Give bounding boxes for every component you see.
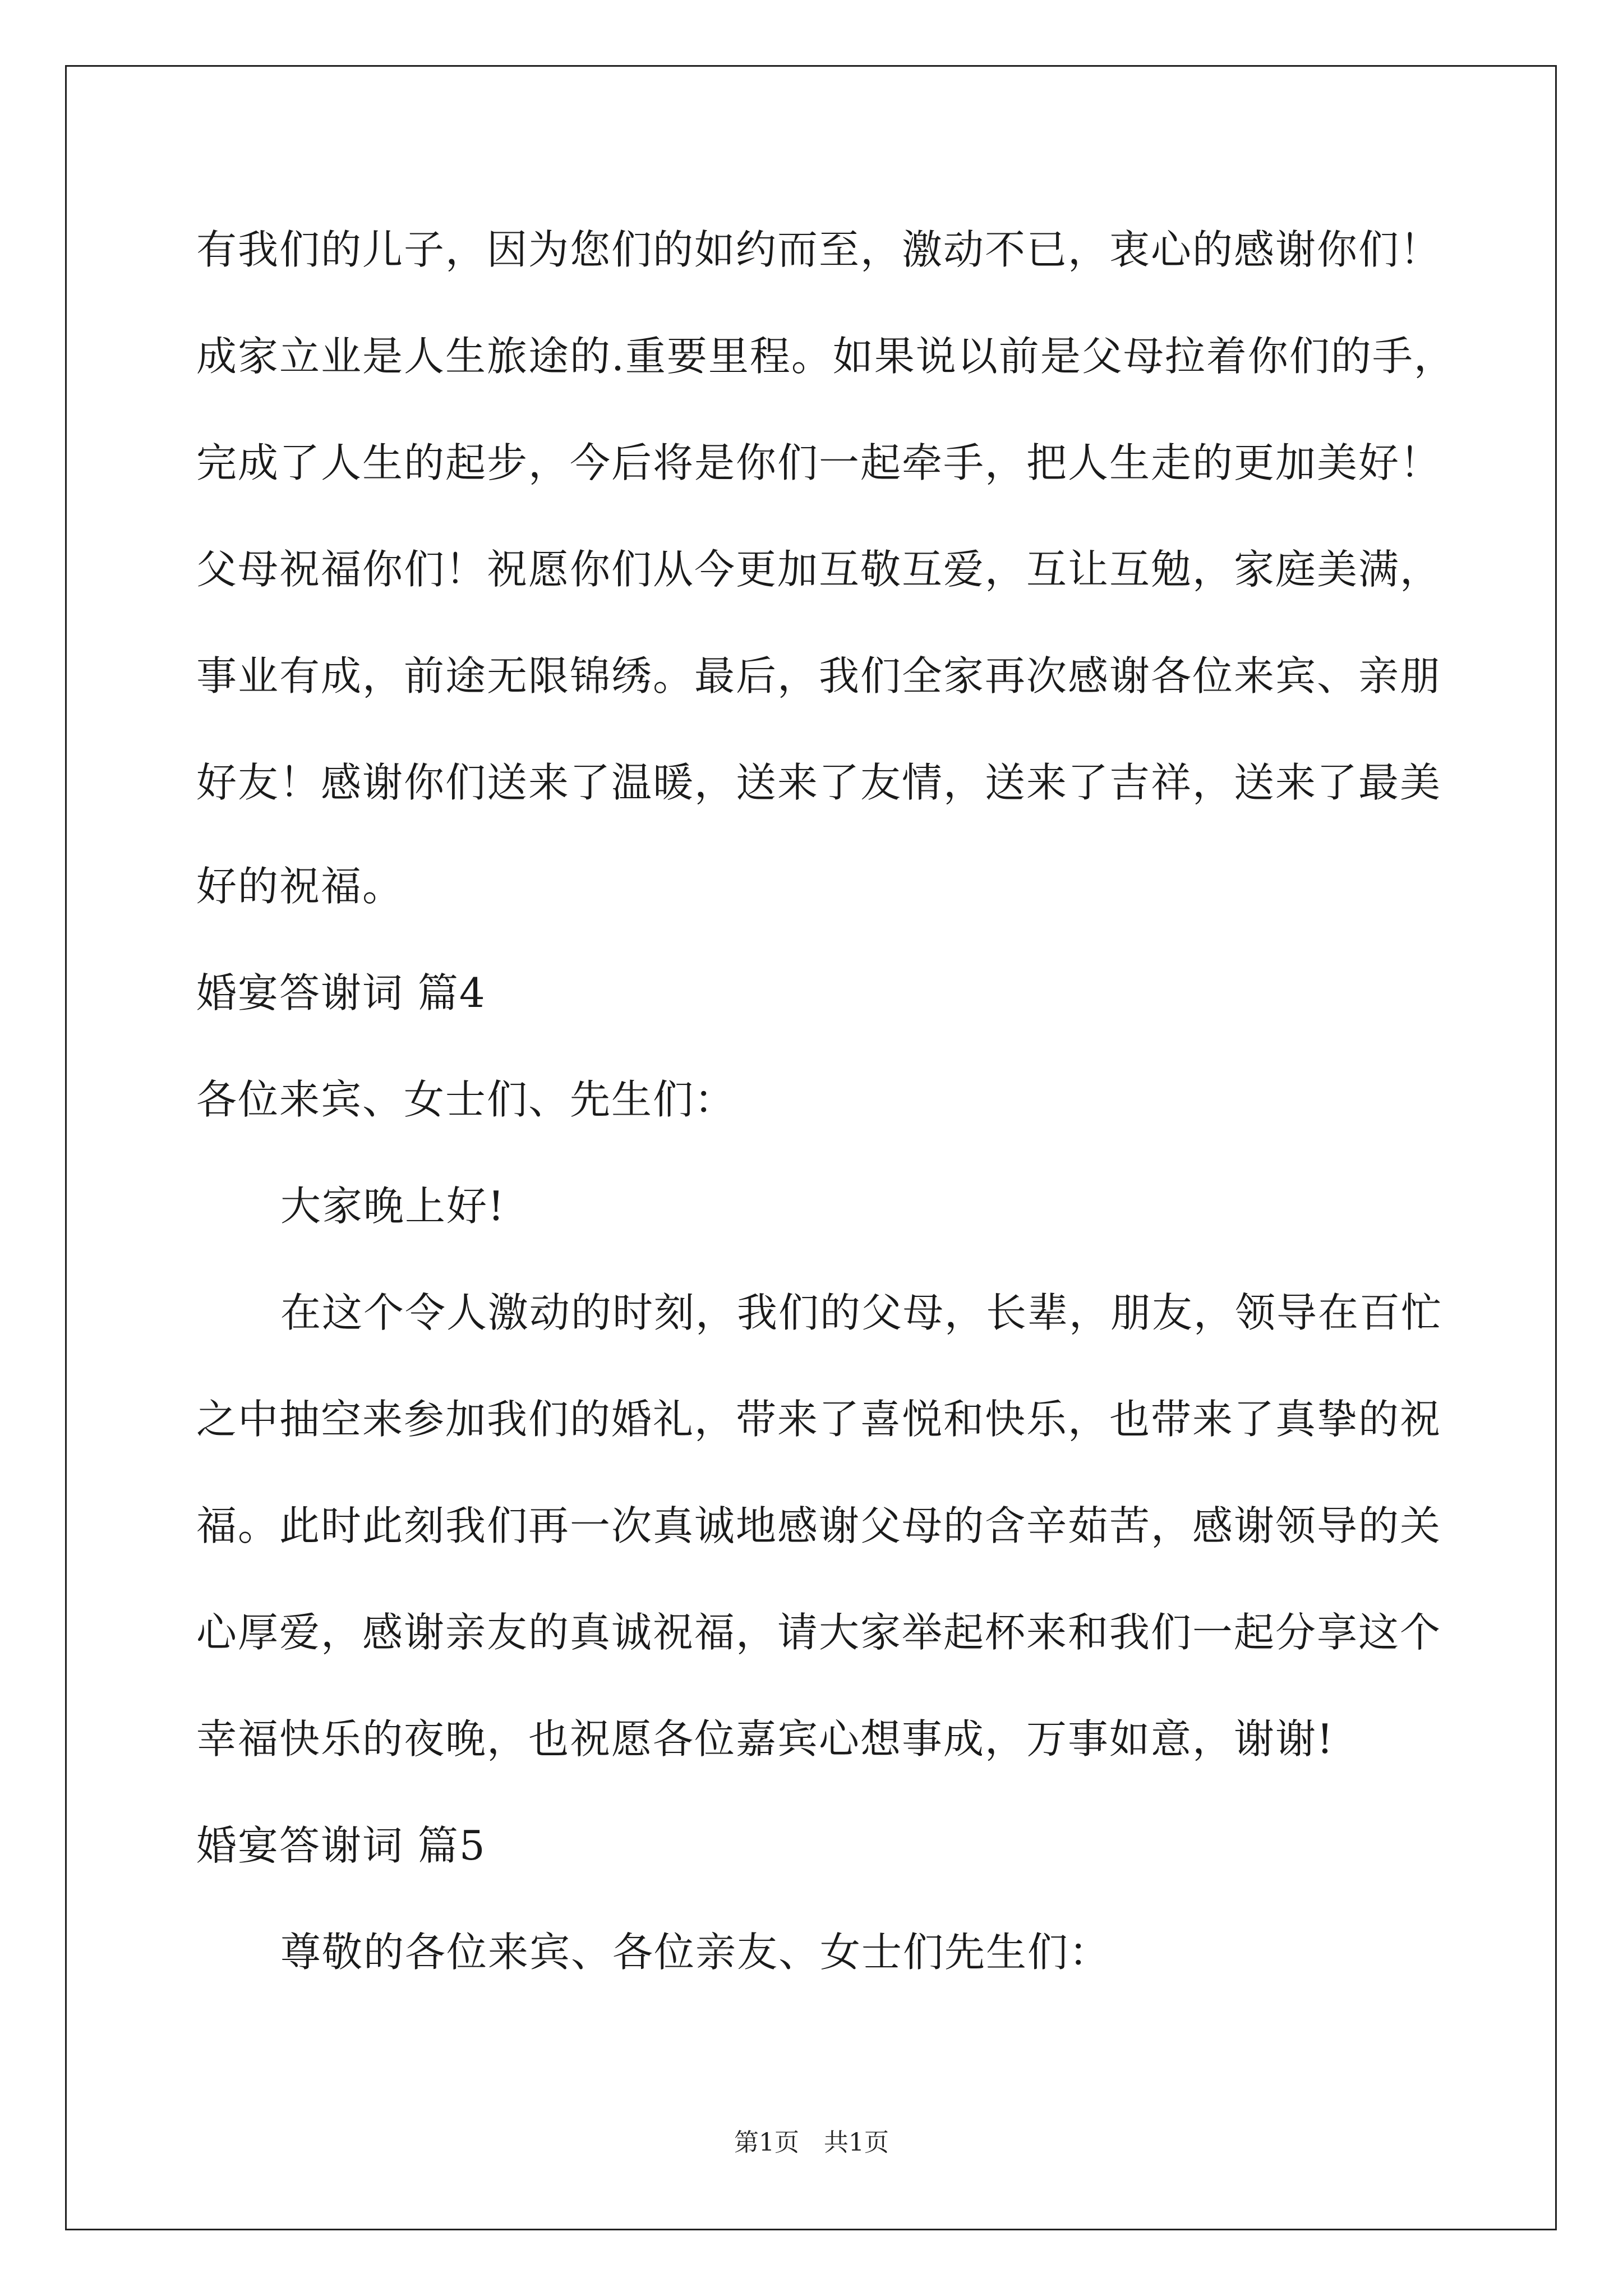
paragraph-line: 幸福快乐的夜晚，也祝愿各位嘉宾心想事成，万事如意，谢谢! (196, 1715, 1334, 1763)
paragraph-line: 父母祝福你们！祝愿你们从今更加互敬互爱，互让互勉，家庭美满， (196, 546, 1442, 593)
paragraph-line: 在这个令人激动的时刻，我们的父母，长辈，朋友，领导在百忙 (280, 1289, 1443, 1336)
paragraph-line: 成家立业是人生旅途的.重要里程。如果说以前是父母拉着你们的手， (196, 333, 1455, 380)
page-frame (65, 65, 1557, 2230)
section-heading: 婚宴答谢词 篇5 (196, 1822, 486, 1869)
salutation: 各位来宾、女士们、先生们： (196, 1076, 736, 1123)
section-heading: 婚宴答谢词 篇4 (196, 969, 486, 1016)
greeting-line: 大家晚上好! (280, 1182, 505, 1230)
paragraph-line: 心厚爱，感谢亲友的真诚祝福，请大家举起杯来和我们一起分享这个 (196, 1609, 1442, 1656)
paragraph-line: 好的祝福。 (196, 863, 404, 910)
paragraph-line: 好友！感谢你们送来了温暖，送来了友情，送来了吉祥，送来了最美 (196, 759, 1442, 806)
paragraph-line: 有我们的儿子，因为您们的如约而至，激动不已，衷心的感谢你们！ (196, 226, 1442, 273)
paragraph-line: 事业有成，前途无限锦绣。最后，我们全家再次感谢各位来宾、亲朋 (196, 652, 1442, 700)
paragraph-line: 完成了人生的起步，今后将是你们一起牵手，把人生走的更加美好！ (196, 439, 1442, 486)
page-footer: 第1页 共1页 (734, 2128, 889, 2157)
salutation: 尊敬的各位来宾、各位亲友、女士们先生们： (280, 1929, 1111, 1976)
paragraph-line: 之中抽空来参加我们的婚礼，带来了喜悦和快乐，也带来了真挚的祝 (196, 1396, 1442, 1443)
paragraph-line: 福。此时此刻我们再一次真诚地感谢父母的含辛茹苦，感谢领导的关 (196, 1502, 1442, 1549)
